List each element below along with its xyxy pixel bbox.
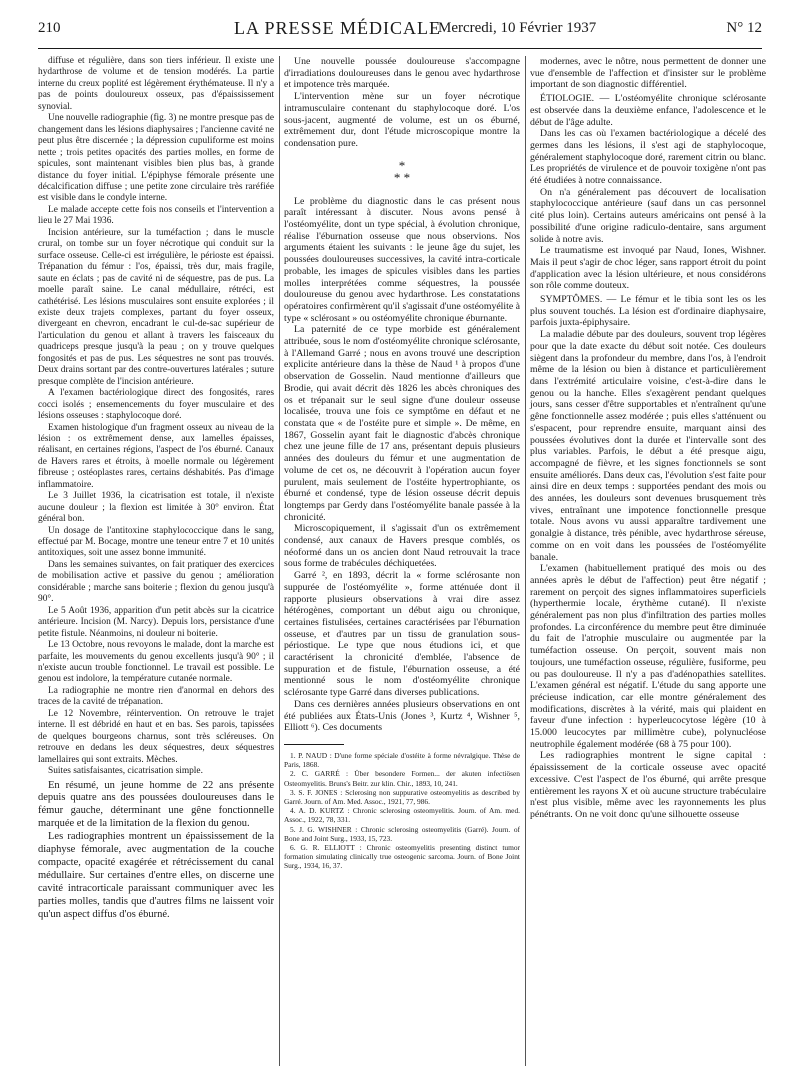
summary-paragraph: En résumé, un jeune homme de 22 ans présente depuis quatre ans des poussées douloureuses dans le fémur gauche, déterminant une gêne fonctionnelle marquée et de la limitation de la flexion du genou. (38, 779, 274, 830)
paragraph: La paternité de ce type morbide est généralement attribuée, sous le nom d'ostéomyélite chronique sclérosante, à l'Allemand Garré ; nous en avons trouvé une description explicite antérieure dans la thèse de Naud ¹ à propos d'une observation de Gosselin. Naud mentionne d'ailleurs que Brodie, qui avait décrit dès 1826 les abcès chroniques des os et trépanait sur le seul signe d'une douleur osseuse localisée, trouva une fois ce symptôme en défaut et ne constata que « de l'ostéite pure et simple ». De même, en 1867, Gosselin ayant fait le diagnostic d'abcès chronique chez une jeune fille de 17 ans, présentant depuis plusieurs années des douleurs du fémur et une augmentation de volume de cet os, ne découvrit à l'opération aucun foyer purulent, mais seulement de l'ostéite hypertrophiante, os éburné et condensé, type de lésion osseuse décrit depuis longtemps par Gerdy dans l'ostéomyélite banale passée à la chronicité. (284, 324, 520, 523)
asterisks: * * (393, 169, 411, 185)
paragraph: La radiographie ne montre rien d'anormal en dehors des traces de la cavité de trépanation. (38, 685, 274, 708)
paragraph: La maladie débute par des douleurs, souvent trop légères pour que la date exacte du début soit notée. Ces douleurs siègent dans la profondeur du membre, dans l'os, à l'endroit même de la lésion ou bien à distance et particulièrement dans l'extrémité articulaire voisine, c'est-à-dire dans le genou ou la hanche. Elles s'exagèrent pendant quelques jours, sans cesser d'être supportables et n'entraînent qu'une gêne fonctionnelle assez modérée ; puis elles s'atténuent ou s'espacent, pour reprendre ensuite, marquant ainsi des poussées évolutives dont la durée et l'intervalle sont des plus variables. Parfois, le début a été presque aigu, accompagné de fièvre, et les signes fonctionnels se sont ensuite améliorés. Dans deux cas, l'évolution s'est faite pour ainsi dire en deux temps : supportées pendant des mois ou des années, les douleurs sont devenues brusquement très vives, entraînant une impotence fonctionnelle presque totale. Nous avons vu aussi apparaître tardivement une gonalgie à distance, très pénible, avec hydarthrose séreuse, comme on en voit dans les poussées de l'ostéomyélite banale. (530, 329, 766, 563)
column-divider (279, 56, 280, 1066)
paragraph: Le 12 Novembre, réintervention. On retrouve le trajet interne. Il est débridé en haut et en bas. Ses parois, tapissées de quelques bourgeons charnus, sont très scléreuses. On retrouve en dedans les deux séquestres, deux séquestres lamellaires qui sont extraits. Mèches. (38, 708, 274, 765)
paragraph: Garré ², en 1893, décrit la « forme sclérosante non suppurée de l'ostéomyélite », forme atténuée dont il rapporte plusieurs observations à vrai dire assez hétérogènes, comportant un début aigu ou chronique, certaines fistulisées, certaines caractérisées par l'éburnation osseuse, et d'autres par un tissu de granulation sous-périostique. Le type que nous étudions ici, et que caractérisent la chronicité d'emblée, l'absence de suppuration et de fistule, l'éburnation osseuse, a été mentionné sous le nom d'ostéomyélite chronique sclérosante type Garré dans diverses publications. (284, 570, 520, 699)
paragraph: Le 3 Juillet 1936, la cicatrisation est totale, il n'existe aucune douleur ; la flexion est limitée à 30° environ. État général bon. (38, 491, 274, 525)
paragraph: Le malade accepte cette fois nos conseils et l'intervention a lieu le 27 Mai 1936. (38, 204, 274, 227)
paragraph: Les radiographies montrent le signe capital : épaississement de la corticale osseuse avec opacité excessive. C'est l'aspect de l'os éburné, qui arrête presque entièrement les rayons X et où aucune structure trabéculaire n'est plus visible, même avec les rayonnements les plus pénétrants. On ne voit donc qu'une silhouette osseuse (530, 750, 766, 820)
paragraph: Un dosage de l'antitoxine staphylococcique dans le sang, effectué par M. Bocage, montre une teneur entre 7 et 10 unités antitoxiques, soit une assez bonne immunité. (38, 525, 274, 559)
paragraph: Une nouvelle radiographie (fig. 3) ne montre presque pas de changement dans les lésions diaphysaires ; l'ancienne cavité ne peut plus être discernée ; la dépression cupuliforme est moins nette ; trois petites opacités des parties molles, en forme de spicules, sont maintenant visibles bien plus bas, à grande distance du foyer initial. L'épiphyse fémorale présente une décalcification diffuse ; une petite zone circulaire très raréfiée est visible dans le condyle interne. (38, 113, 274, 204)
paragraph: Dans les semaines suivantes, on fait pratiquer des exercices de mobilisation active et passive du genou ; amélioration considérable ; marche sans boiterie ; flexion du genou jusqu'à 90°. (38, 559, 274, 605)
issue-number: N° 12 (726, 20, 762, 36)
footnote: 1. P. NAUD : D'une forme spéciale d'ostéite à forme névralgique. Thèse de Paris, 1868. (284, 750, 520, 770)
paragraph: Une nouvelle poussée douloureuse s'accompagne d'irradiations douloureuses dans le genou avec hydarthrose et impotence très marquée. (284, 56, 520, 91)
summary-paragraph: Les radiographies montrent un épaississement de la diaphyse fémorale, avec augmentation de la couche compacte, opacité exagérée et rétrécissement du canal médullaire. Sur certaines d'entre elles, on discerne une cavité intracorticale paraissant communiquer avec les parties molles, tandis que d'autres films ne laissent voir qu'un aspect diffus d'os éburné. (38, 831, 274, 920)
paragraph: Le 13 Octobre, nous revoyons le malade, dont la marche est parfaite, les mouvements du genou excellents jusqu'à 90° ; il n'existe aucun trouble fonctionnel. Le travail est possible. Le genou est indolore, la température cutanée normale. (38, 640, 274, 685)
footnote-rule (284, 744, 344, 745)
paragraph: Incision antérieure, sur la tuméfaction ; dans le muscle crural, on tombe sur un foyer nécrotique qui conduit sur la surface osseuse. Celle-ci est irrégulière, le périoste est épaissi. Trépanation du fémur : l'os, épaissi, très dur, mais fragile, saute en éclats ; pas de cavité ni de séquestre, pas de pus. La moelle paraît saine. Le canal médullaire, rétréci, est cathétérisé. Les lésions musculaires sont ensuite explorées ; il existe deux trajets complexes, partant du foyer osseux, divergeant en chevron, encadrant le cul-de-sac supérieur de l'articulation du genou et allant à travers les faisceaux du quadriceps presque jusqu'à la peau ; on y trouve quelques fongosités et pas de pus. Les séquestres ne sont pas trouvés. Deux drains sortant par des contre-ouvertures latérales ; suture presque complète de l'incision antérieure. (38, 227, 274, 387)
section-separator (284, 157, 520, 185)
paragraph: L'examen (habituellement pratiqué des mois ou des années après le début de l'affection) peut être négatif ; rarement on perçoit des signes inflammatoires superficiels (hyperthermie locale, érythème cutané). Il n'existe généralement pas non plus d'infiltration des parties molles profondes. La circonférence du membre peut être diminuée du fait de l'atrophie musculaire ou augmentée par la tuméfaction osseuse. On perçoit, souvent mais non toujours, une tuméfaction osseuse, régulière, fusiforme, peu ou pas douloureuse. Il n'y a pas d'adénopathies satellites. L'examen général est négatif. L'étude du sang apporte une précieuse indication, car elle montre généralement des modifications, discrètes à la vérité, mais qui plaident en faveur d'une infection : hyperleucocytose légère (10 à 15.000 leucocytes par millimètre cube), polynucléose neutrophile également modérée (68 à 75 pour 100). (530, 563, 766, 750)
section-symptomes: SYMPTÔMES. — Le fémur et le tibia sont les os les plus souvent touchés. La lésion est d'ordinaire diaphysaire, parfois juxta-épiphysaire. (530, 294, 766, 329)
paragraph: Dans ces dernières années plusieurs observations en ont été publiées aux États-Unis (Jones ³, Kurtz ⁴, Wishner ⁵, Elliott ⁶). Ces documents (284, 698, 520, 734)
column-3 (530, 56, 766, 821)
journal-title: LA PRESSE MÉDICALE (234, 18, 442, 38)
page-number: 210 (38, 20, 61, 36)
paragraph: diffuse et régulière, dans son tiers inférieur. Il existe une hydarthrose de volume et de tension modérés. La partie interne du creux poplité est légèrement érythémateuse. Il n'y a pas de points douloureux osseux, pas d'épaississement synovial. (38, 56, 274, 112)
paragraph: A l'examen bactériologique direct des fongosités, rares cocci isolés ; ensemencements du foyer musculaire et des lésions osseuses : staphylocoque doré. (38, 388, 274, 422)
footnote: 3. S. F. JONES : Sclerosing non suppurative osteomyelitis as described by Garré. Journ. of Am. Med. Assoc., 1921, 77, 986. (284, 787, 520, 806)
column-divider (525, 56, 526, 1066)
paragraph: On n'a généralement pas découvert de localisation staphylococcique antérieure (sauf dans un cas personnel cité plus loin). Certains auteurs américains ont pensé à la possibilité d'une origine radiculo-dentaire, sans argument solide à notre avis. (530, 186, 766, 245)
paragraph: Le problème du diagnostic dans le cas présent nous paraît intéressant à discuter. Nous avons pensé à l'ostéomyélite, dont un type spécial, à évolution chronique, réalise l'éburnation osseuse que nous observions. Nos arguments étaient les suivants : le jeune âge du sujet, les poussées douloureuses successives, la cavité intra-corticale probable, les images de spicules visibles dans les parties molles interprétées comme séquestres, la poussée douloureuse du genou avec hydarthrose. Les constatations opératoires confirmèrent qu'il s'agissait d'une ostéomyélite à type « sclérosant » ou ostéomyélite chronique éburnante. (284, 195, 520, 324)
paragraph: Le traumatisme est invoqué par Naud, Iones, Wishner. Mais il peut s'agir de choc léger, sans rapport étroit du point d'application avec la lésion ultérieure, et nous considérons son rôle comme douteux. (530, 245, 766, 292)
paragraph: Dans les cas où l'examen bactériologique a décelé des germes dans les lésions, il s'est agi de staphylocoque, généralement staphylocoque doré, rarement citrin ou blanc. Les propriétés de virulence et de pouvoir toxigène n'ont pas été étudiées à notre connaissance. (530, 128, 766, 187)
footnote: 4. A. D. KURTZ : Chronic sclerosing osteomyelitis. Journ. of Am. med. Assoc., 1922, 78, 331. (284, 806, 520, 825)
issue-date: Mercredi, 10 Février 1937 (438, 20, 597, 36)
paragraph: Suites satisfaisantes, cicatrisation simple. (48, 766, 203, 777)
column-1 (38, 56, 274, 922)
footnotes (284, 751, 520, 871)
paragraph: L'intervention mène sur un foyer nécrotique intramusculaire contenant du staphylocoque doré. L'os sous-jacent, augmenté de volume, est un os éburné, extrêmement dur, dont l'étude microscopique montre la condensation pure. (284, 91, 520, 149)
paragraph: Examen histologique d'un fragment osseux au niveau de la lésion : os extrêmement dense, aux lamelles épaisses, réalisant, en certaines régions, l'aspect de l'os éburné. Canaux de Havers rares et étroits, à moelle normale ou légèrement fibreuse ; ostéoplastes rares, certains déshabités. Pas d'image inflammatoire. (38, 422, 274, 490)
asterisk: * (398, 157, 406, 173)
page-header (38, 14, 762, 48)
footnote: 6. G. R. ELLIOTT : Chronic osteomyelitis presenting distinct tumor formation simulating clinically true osteogenic sarcoma. Journ. of Bone Joint Surg., 1934, 16, 37. (284, 843, 520, 871)
header-rule (38, 48, 762, 49)
column-2 (284, 56, 520, 871)
paragraph: modernes, avec le nôtre, nous permettent de donner une vue d'ensemble de l'affection et d'insister sur le problème important de son diagnostic différentiel. (530, 56, 766, 91)
paragraph: Le 5 Août 1936, apparition d'un petit abcès sur la cicatrice antérieure. Incision (M. Narcy). Depuis lors, persistance d'une petite fistule. Néanmoins, ni douleur ni boiterie. (38, 605, 274, 639)
section-etiologie: ÉTIOLOGIE. — L'ostéomyélite chronique sclérosante est observée dans la deuxième enfance, l'adolescence et le début de l'âge adulte. (530, 93, 766, 128)
paragraph: Microscopiquement, il s'agissait d'un os extrêmement condensé, aux canaux de Havers presque comblés, os néoformé dans un os ancien dont Naud retrouvait la trace sous forme de trabécules déchiquetées. (284, 523, 520, 570)
footnote: 5. J. G. WISHNER : Chronic sclerosing osteomyelitis (Garré). Journ. of Bone and Joint Surg., 1933, 15, 723. (284, 824, 520, 843)
footnote: 2. C. GARRÉ : Über besondere Formen... der akuten infectiösen Osteomyelitis. Bruns's Beitr. zur klin. Chir., 1893, 10, 241. (284, 769, 520, 788)
